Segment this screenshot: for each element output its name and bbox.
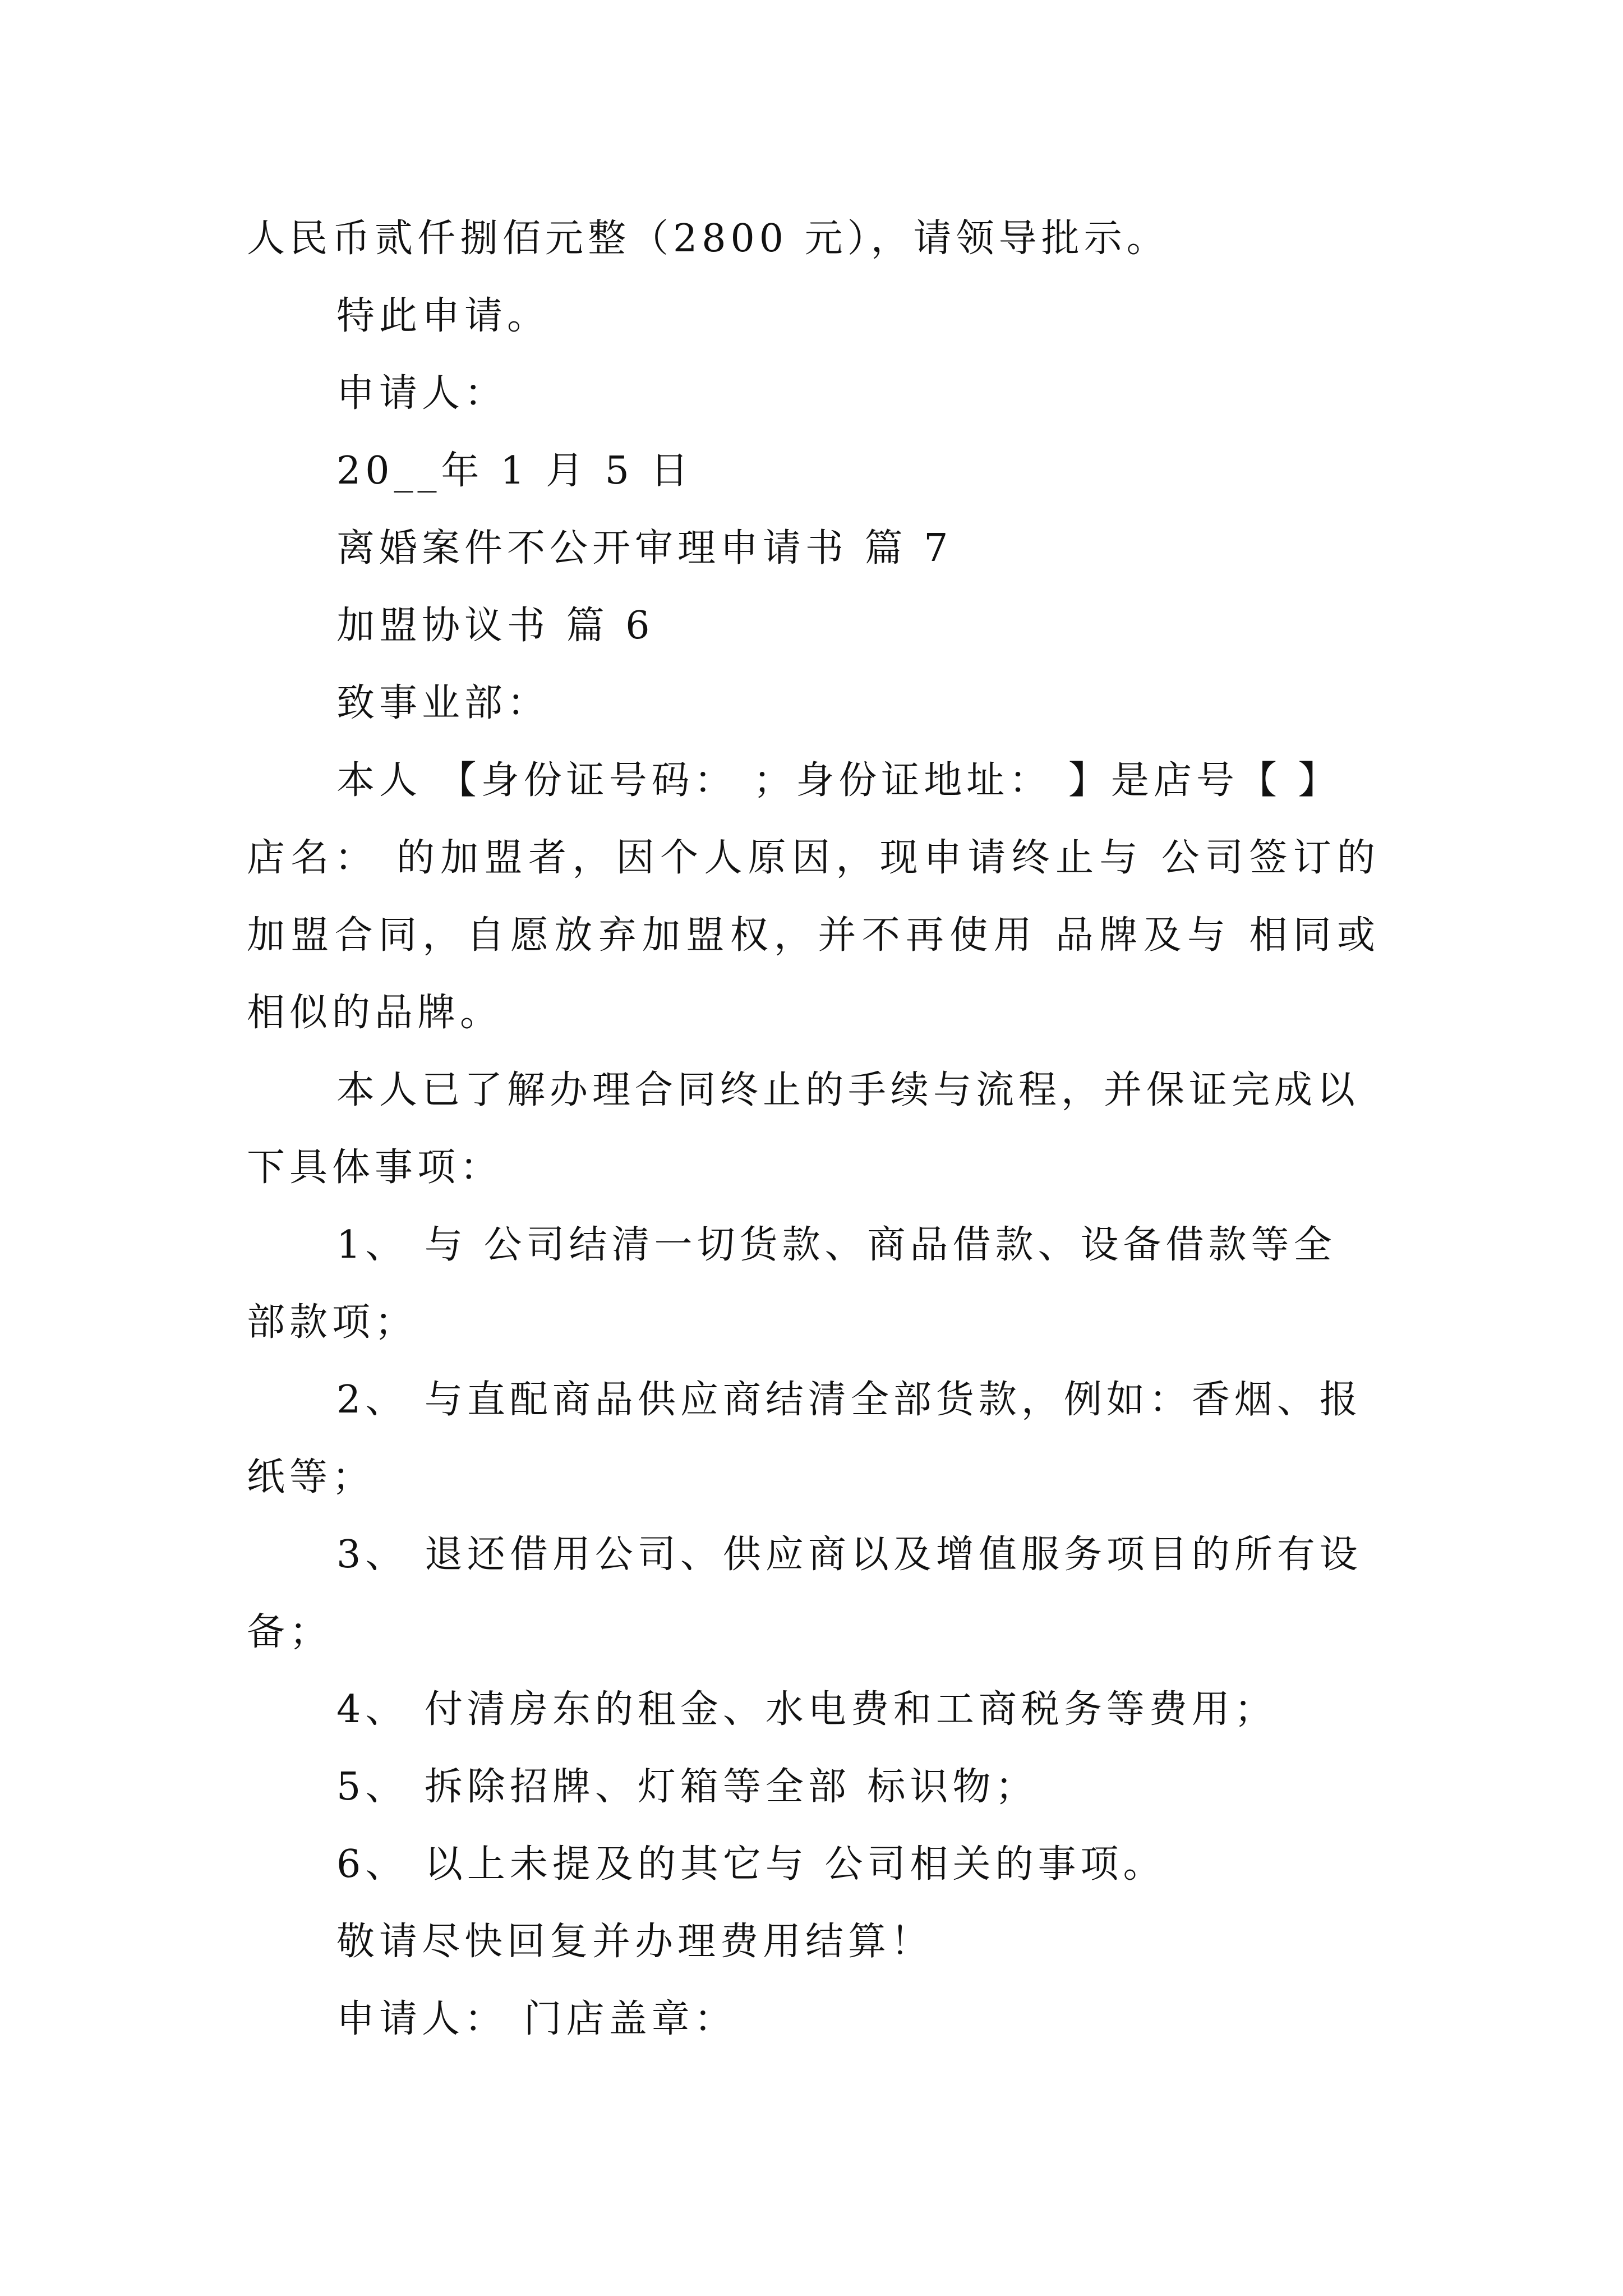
paragraph-line: 相似的品牌。 — [247, 991, 503, 1035]
list-item-continuation: 纸等； — [247, 1455, 375, 1499]
paragraph-line: 特此申请。 — [336, 294, 550, 338]
list-item-continuation: 备； — [247, 1610, 333, 1654]
paragraph-line: 下具体事项： — [247, 1145, 503, 1190]
signature-line: 申请人： 门店盖章： — [336, 1997, 737, 2041]
salutation: 致事业部： — [336, 681, 550, 725]
list-item: 3、 退还借用公司、供应商以及增值服务项目的所有设 — [336, 1533, 1362, 1577]
closing-line: 敬请尽快回复并办理费用结算！ — [336, 1920, 934, 1964]
list-item: 2、 与直配商品供应商结清全部货款，例如：香烟、报 — [336, 1378, 1362, 1422]
list-item: 6、 以上未提及的其它与 公司相关的事项。 — [336, 1842, 1166, 1887]
list-item: 5、 拆除招牌、灯箱等全部 标识物； — [336, 1765, 1038, 1809]
paragraph-line: 20__年 1 月 5 日 — [336, 449, 693, 493]
paragraph-line: 本人已了解办理合同终止的手续与流程，并保证完成以 — [336, 1068, 1360, 1112]
paragraph-line: 申请人： — [336, 371, 508, 416]
paragraph-line: 店名： 的加盟者，因个人原因，现申请终止与 公司签订的 — [247, 836, 1380, 880]
list-item: 1、 与 公司结清一切货款、商品借款、设备借款等全 — [336, 1223, 1336, 1267]
paragraph-line: 本人 【身份证号码： ；身份证地址： 】是店号【 】 — [336, 758, 1341, 803]
section-heading: 离婚案件不公开审理申请书 篇 7 — [336, 526, 953, 570]
list-item-continuation: 部款项； — [247, 1300, 418, 1345]
paragraph-line: 人民币贰仟捌佰元整（2800 元），请领导批示。 — [247, 217, 1169, 261]
list-item: 4、 付清房东的租金、水电费和工商税务等费用； — [336, 1687, 1277, 1732]
section-heading: 加盟协议书 篇 6 — [336, 604, 654, 648]
paragraph-line: 加盟合同，自愿放弃加盟权，并不再使用 品牌及与 相同或 — [247, 913, 1380, 958]
